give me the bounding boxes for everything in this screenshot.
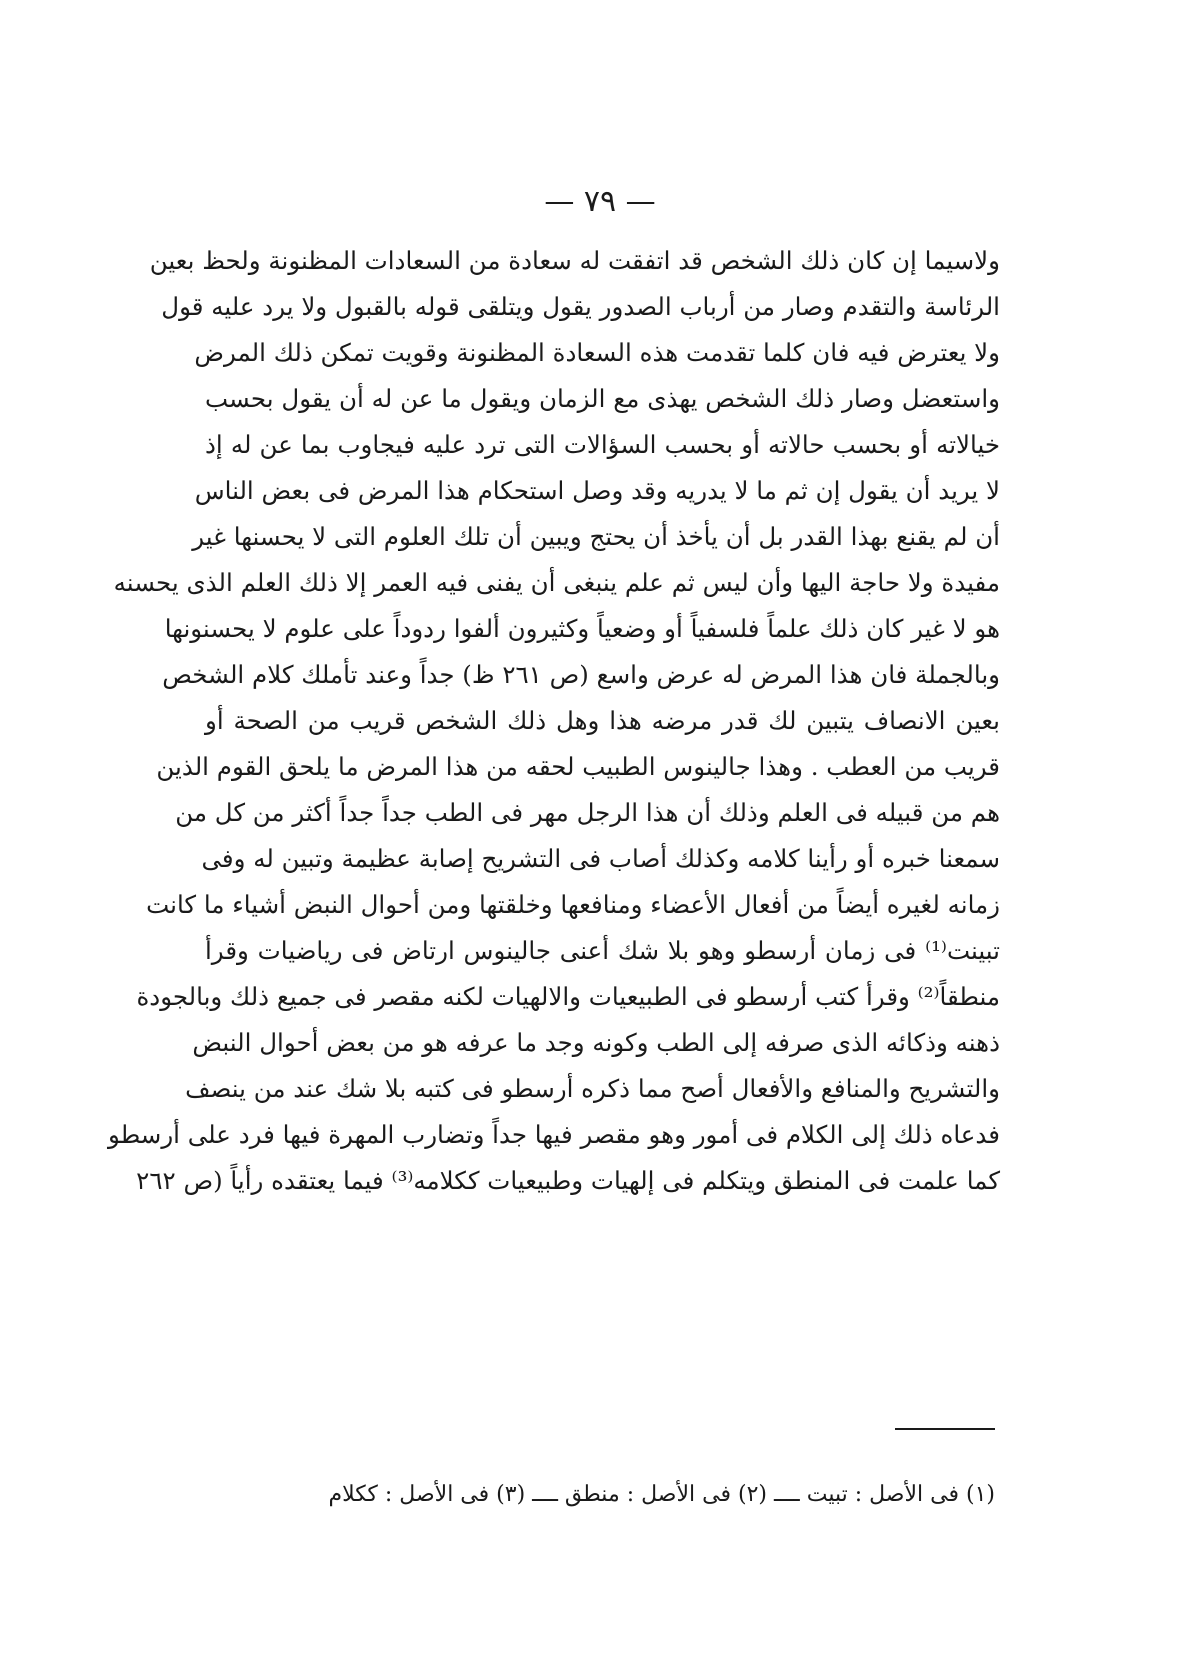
- text-line: زمانه لغيره أيضاً من أفعال الأعضاء ومنافعها وخلقتها ومن أحوال النبض أشياء ما كانت: [146, 890, 1000, 919]
- text-line: واستعضل وصار ذلك الشخص يهذى مع الزمان ويقول ما عن له أن يقول بحسب: [205, 384, 1000, 413]
- text-line: مفيدة ولا حاجة اليها وأن ليس ثم علم ينبغى أن يفنى فيه العمر إلا ذلك العلم الذى يحسنه: [113, 568, 1000, 597]
- footnote-divider: [895, 1428, 995, 1430]
- footnotes: (١) فى الأصل : تبيت ــــ (٢) فى الأصل : منطق ــــ (٣) فى الأصل : ككلام: [328, 1482, 995, 1507]
- text-line: خيالاته أو بحسب حالاته أو بحسب السؤالات التى ترد عليه فيجاوب بما عن له إذ: [205, 430, 1000, 459]
- body-text: [108, 238, 1000, 1204]
- text-line: ولا يعترض فيه فان كلما تقدمت هذه السعادة المظنونة وقويت تمكن ذلك المرض: [194, 338, 1000, 367]
- text-line: لا يريد أن يقول إن ثم ما لا يدريه وقد وصل استحكام هذا المرض فى بعض الناس: [194, 476, 1000, 505]
- text-line: ذهنه وذكائه الذى صرفه إلى الطب وكونه وجد ما عرفه هو من بعض أحوال النبض: [192, 1028, 1000, 1057]
- text-line: منطقاً⁽²⁾ وقرأ كتب أرسطو فى الطبيعيات والالهيات لكنه مقصر فى جميع ذلك وبالجودة: [136, 982, 1000, 1011]
- text-line: هو لا غير كان ذلك علماً فلسفياً أو وضعياً وكثيرون ألفوا ردوداً على علوم لا يحسنونها: [164, 614, 1000, 643]
- text-line: بعين الانصاف يتبين لك قدر مرضه هذا وهل ذلك الشخص قريب من الصحة أو: [205, 706, 1000, 735]
- text-line: هم من قبيله فى العلم وذلك أن هذا الرجل مهر فى الطب جداً جداً أكثر من كل من: [175, 798, 1000, 827]
- page-number: — ٧٩ —: [544, 184, 656, 219]
- text-line: والتشريح والمنافع والأفعال أصح مما ذكره أرسطو فى كتبه بلا شك عند من ينصف: [185, 1074, 1000, 1103]
- text-line: وبالجملة فان هذا المرض له عرض واسع (ص ٢٦١ ظ) جداً وعند تأملك كلام الشخص: [162, 660, 1000, 689]
- text-line: ولاسيما إن كان ذلك الشخص قد اتفقت له سعادة من السعادات المظنونة ولحظ بعين: [149, 246, 1000, 275]
- text-line: قريب من العطب . وهذا جالينوس الطبيب لحقه من هذا المرض ما يلحق القوم الذين: [156, 752, 1000, 781]
- text-line: تبينت⁽¹⁾ فى زمان أرسطو وهو بلا شك أعنى جالينوس ارتاض فى رياضيات وقرأ: [205, 936, 1000, 965]
- text-line: أن لم يقنع بهذا القدر بل أن يأخذ أن يحتج ويبين أن تلك العلوم التى لا يحسنها غير: [192, 522, 1000, 551]
- text-line: فدعاه ذلك إلى الكلام فى أمور وهو مقصر فيها جداً وتضارب المهرة فيها فرد على أرسطو: [108, 1120, 1000, 1149]
- text-line: سمعنا خبره أو رأينا كلامه وكذلك أصاب فى التشريح إصابة عظيمة وتبين له وفى: [201, 844, 1000, 873]
- text-line: كما علمت فى المنطق ويتكلم فى إلهيات وطبيعيات ككلامه⁽³⁾ فيما يعتقده رأياً (ص ٢٦٢: [136, 1166, 1000, 1195]
- text-line: الرئاسة والتقدم وصار من أرباب الصدور يقول ويتلقى قوله بالقبول ولا يرد عليه قول: [161, 292, 1000, 321]
